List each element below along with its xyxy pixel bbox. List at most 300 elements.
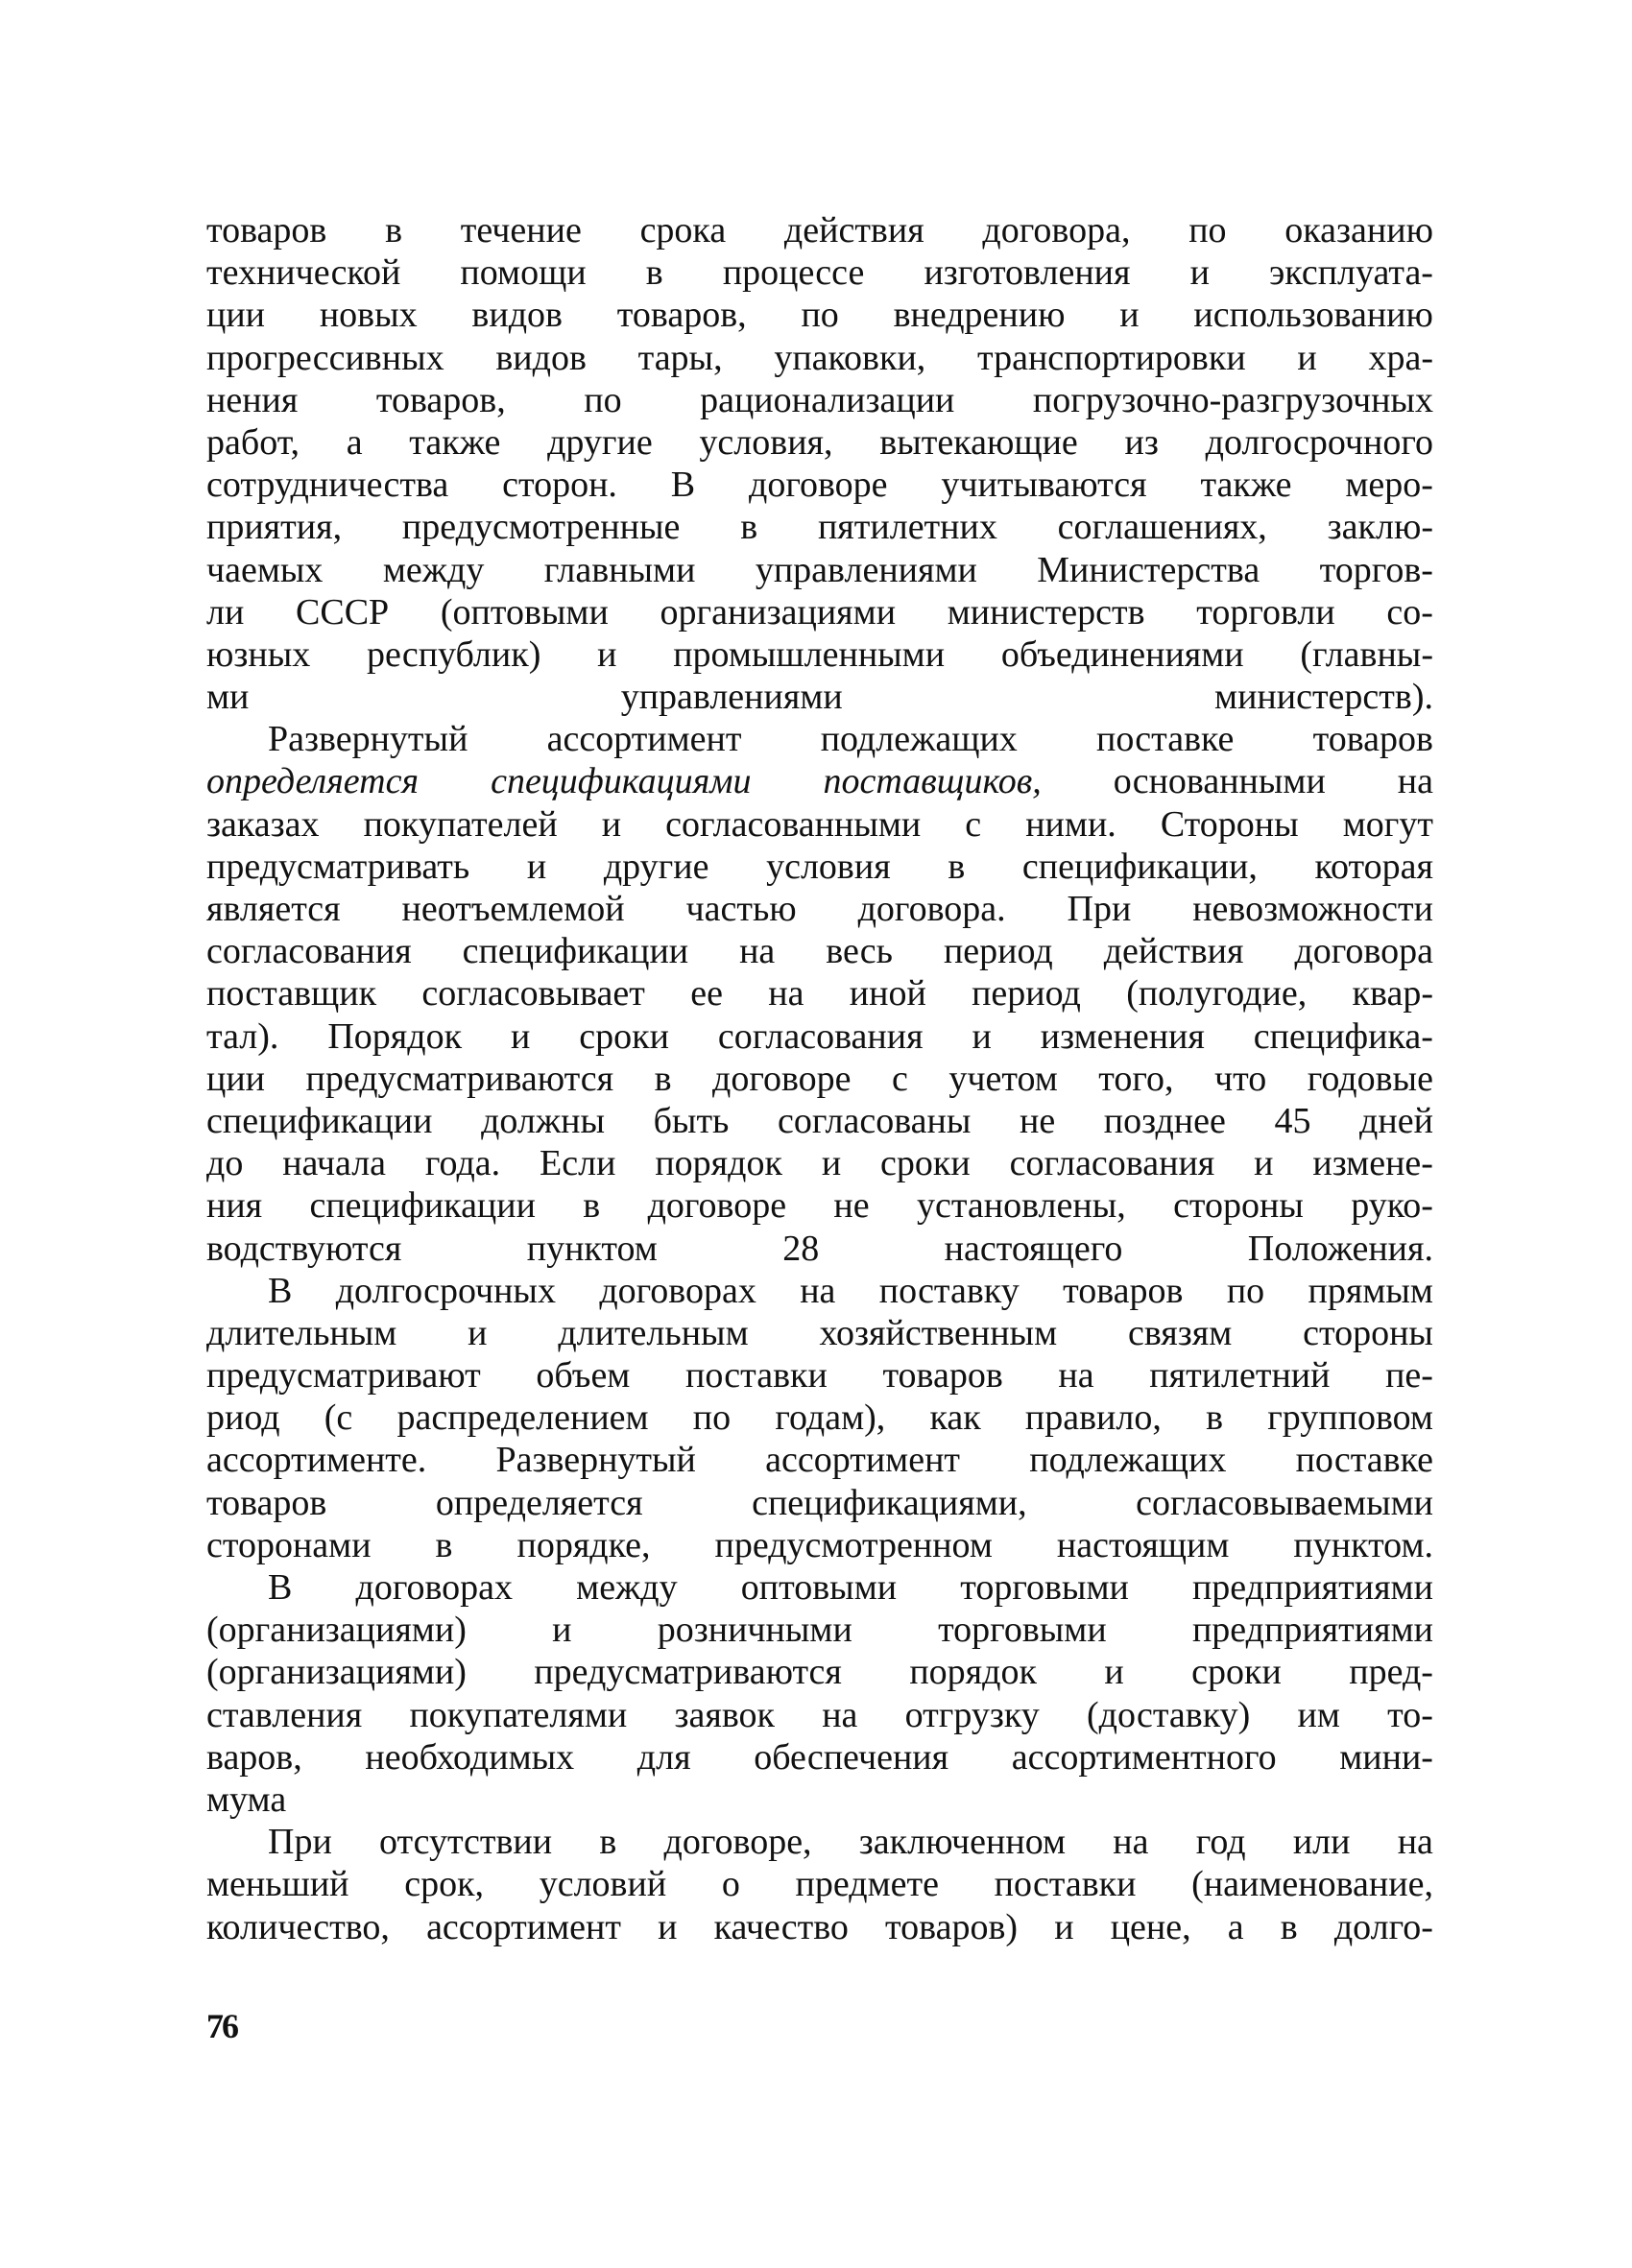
- word: республик): [367, 633, 541, 675]
- word: товаров: [882, 1355, 1003, 1397]
- text-line: [206, 1651, 1433, 1693]
- word: порядок: [909, 1652, 1037, 1693]
- word: согласовываемыми: [1136, 1482, 1433, 1523]
- word: согласовывает: [421, 973, 645, 1015]
- word: вытекающие: [879, 421, 1078, 463]
- word: неотъемлемой: [401, 889, 625, 929]
- word: в: [1206, 1397, 1224, 1439]
- word: и: [468, 1312, 488, 1353]
- word: согласования: [717, 1015, 924, 1057]
- word: между: [382, 549, 485, 590]
- word: качество: [713, 1906, 849, 1947]
- word: не: [1019, 1100, 1056, 1141]
- word: обеспечения: [754, 1736, 949, 1778]
- word: поставщик: [206, 973, 377, 1015]
- word: из: [1124, 421, 1159, 463]
- word: и: [552, 1610, 572, 1651]
- word: предусмотренные: [401, 507, 681, 548]
- word: сроки: [1191, 1652, 1282, 1693]
- word: Развернутый: [268, 719, 468, 760]
- paragraph-4: [206, 1566, 1433, 1821]
- word: в: [599, 1822, 617, 1863]
- word: с: [892, 1058, 908, 1099]
- word: что: [1214, 1058, 1267, 1099]
- word: ния: [206, 1185, 263, 1227]
- word: договоре: [712, 1058, 852, 1099]
- word: ли: [206, 591, 245, 633]
- word: оказанию: [1284, 210, 1433, 251]
- word: подлежащих: [1029, 1440, 1227, 1481]
- word: (организациями): [206, 1610, 467, 1651]
- word: товаров,: [375, 379, 506, 420]
- word: им: [1297, 1694, 1340, 1735]
- word: покупателей: [363, 803, 558, 845]
- word: на: [739, 931, 776, 972]
- word: основанными: [1113, 761, 1326, 802]
- word: учетом: [948, 1058, 1058, 1099]
- word: согласованными: [665, 803, 922, 845]
- text-line: [206, 464, 1433, 506]
- word: стороны: [1303, 1312, 1433, 1353]
- word: на: [822, 1694, 858, 1735]
- word: условия: [766, 846, 891, 887]
- word: и: [1119, 295, 1140, 336]
- word: ассортимент: [426, 1906, 621, 1947]
- word: того,: [1098, 1058, 1174, 1099]
- word: Если: [540, 1143, 616, 1184]
- text-line: [206, 337, 1433, 379]
- text-line-italic-lead: [206, 760, 1433, 802]
- text-line: [206, 1863, 1433, 1905]
- word: товаров): [885, 1906, 1019, 1947]
- text-line: [206, 1609, 1433, 1651]
- word: количество,: [206, 1906, 390, 1947]
- text-line: [206, 930, 1433, 972]
- word: прямым: [1308, 1270, 1433, 1311]
- word: договора,: [982, 210, 1131, 251]
- text-line: сторонами в порядке, предусмотренном настоящим пунктом.: [206, 1524, 1433, 1565]
- word: действия: [783, 210, 924, 251]
- word: и: [510, 1015, 531, 1057]
- text-line: [206, 294, 1433, 336]
- text-line: [206, 591, 1433, 633]
- word: долгосрочных: [335, 1270, 556, 1311]
- word: период: [972, 973, 1081, 1015]
- text-line: [206, 972, 1433, 1015]
- word: действия: [1103, 931, 1244, 972]
- word: Порядок: [327, 1015, 463, 1057]
- text-line: [206, 1694, 1433, 1736]
- word: в: [654, 1058, 672, 1099]
- word: нения: [206, 379, 299, 420]
- word: (с: [324, 1397, 353, 1439]
- word: то-: [1387, 1694, 1433, 1735]
- word: иной: [849, 973, 926, 1015]
- word: предусматриваются: [305, 1058, 614, 1099]
- word: на: [1397, 761, 1433, 802]
- word: и: [1054, 1906, 1074, 1947]
- word: должны: [481, 1100, 605, 1141]
- word: ции: [206, 1058, 266, 1099]
- word: в: [740, 507, 758, 548]
- word: ассортимент: [546, 719, 742, 760]
- text-line: [206, 1482, 1433, 1524]
- word: спецификациями,: [752, 1482, 1027, 1523]
- text-line: [206, 549, 1433, 591]
- word: на: [768, 973, 804, 1015]
- word: годовые: [1307, 1058, 1433, 1099]
- word: годам),: [775, 1397, 886, 1439]
- word: ними.: [1025, 803, 1116, 845]
- word: новых: [319, 295, 418, 336]
- word: поставку: [878, 1270, 1020, 1311]
- word: и: [1189, 252, 1210, 294]
- word: не: [833, 1185, 870, 1227]
- word: меро-: [1345, 465, 1433, 506]
- word: юзных: [206, 633, 311, 675]
- text-line: [206, 1142, 1433, 1184]
- word: другие: [603, 846, 709, 887]
- word: договорах: [599, 1270, 756, 1311]
- text-line: ми управлениями министерств).: [206, 677, 1433, 718]
- word: по: [1226, 1270, 1265, 1311]
- text-line: [206, 1397, 1433, 1439]
- word: чаемых: [206, 549, 324, 590]
- word: помощи: [460, 252, 587, 294]
- word: розничными: [657, 1610, 852, 1651]
- word: (организациями): [206, 1652, 467, 1693]
- word: период: [943, 931, 1053, 972]
- word: использованию: [1193, 295, 1433, 336]
- word: стороны: [1173, 1185, 1304, 1227]
- word: долгосрочного: [1205, 421, 1433, 463]
- word: договоре,: [663, 1822, 812, 1863]
- word: течение: [460, 210, 582, 251]
- word: видов: [471, 295, 563, 336]
- word: правило,: [1024, 1397, 1162, 1439]
- word: спецификации,: [1021, 846, 1258, 887]
- word: на: [1113, 1822, 1149, 1863]
- word: 45: [1274, 1100, 1311, 1141]
- word: также: [1200, 465, 1292, 506]
- word: между: [576, 1567, 678, 1608]
- word: условий: [539, 1864, 667, 1905]
- word: ее: [690, 973, 723, 1015]
- word: о: [721, 1864, 740, 1905]
- word: хра-: [1368, 337, 1433, 378]
- word: пятилетний: [1149, 1355, 1331, 1397]
- text-line: [206, 1270, 1433, 1312]
- text-line: [206, 209, 1433, 251]
- text-line: [206, 888, 1433, 930]
- word: по: [692, 1397, 732, 1439]
- word: главными: [543, 549, 696, 590]
- word: изменения: [1040, 1015, 1205, 1057]
- word: частью: [685, 889, 797, 929]
- word: тал).: [206, 1015, 279, 1057]
- word: покупателями: [409, 1694, 628, 1735]
- word: на: [1058, 1355, 1094, 1397]
- word: В: [268, 1567, 293, 1608]
- word: меньший: [206, 1864, 349, 1905]
- word: Стороны: [1160, 803, 1299, 845]
- word: торговыми: [960, 1567, 1129, 1608]
- word: в: [583, 1185, 601, 1227]
- paragraph-5: [206, 1821, 1433, 1948]
- word: руко-: [1351, 1185, 1433, 1227]
- word: спецификации: [309, 1185, 536, 1227]
- word: по: [801, 295, 839, 336]
- text-line: [206, 1015, 1433, 1058]
- word: сроки: [880, 1143, 971, 1184]
- word: пятилетних: [817, 507, 997, 548]
- word: по: [584, 379, 622, 420]
- word: учитываются: [941, 465, 1147, 506]
- word: В: [268, 1270, 293, 1311]
- word: товаров,: [616, 295, 747, 336]
- word: ставления: [206, 1694, 363, 1735]
- word: предусматривать: [206, 846, 470, 887]
- word: долго-: [1333, 1906, 1433, 1947]
- word: внедрению: [893, 295, 1066, 336]
- word: рационализации: [700, 379, 955, 420]
- word: спецификации: [206, 1100, 433, 1141]
- word: измене-: [1312, 1143, 1433, 1184]
- word: в: [385, 210, 403, 251]
- word: сторон.: [502, 465, 617, 506]
- word: погрузочно-разгрузочных: [1032, 379, 1433, 420]
- word: процессе: [722, 252, 865, 294]
- word: квар-: [1352, 973, 1433, 1015]
- word: подлежащих: [820, 719, 1018, 760]
- word: предусматриваются: [534, 1652, 842, 1693]
- word: или: [1292, 1822, 1351, 1863]
- text-line: водствуются пунктом 28 настоящего Положения.: [206, 1228, 1433, 1269]
- word: риод: [206, 1397, 280, 1439]
- word: для: [636, 1736, 691, 1778]
- word: и: [526, 846, 547, 887]
- word: срока: [639, 210, 727, 251]
- word: договорах: [355, 1567, 514, 1608]
- text-line: [206, 1906, 1433, 1948]
- word: соглашениях,: [1057, 507, 1267, 548]
- word: поставки: [684, 1355, 828, 1397]
- word: невозможности: [1192, 889, 1433, 929]
- word: также: [409, 421, 501, 463]
- word: пе-: [1385, 1355, 1433, 1397]
- word: является: [206, 889, 341, 929]
- word: пред-: [1349, 1652, 1433, 1693]
- word: согласования: [1009, 1143, 1215, 1184]
- word: поставке: [1096, 719, 1235, 760]
- word: прогрессивных: [206, 337, 444, 378]
- word: договора: [1294, 931, 1433, 972]
- italic-word: поставщиков,: [823, 761, 1042, 802]
- word: а: [1227, 1906, 1244, 1947]
- word: товаров: [206, 210, 327, 251]
- word: Министерства: [1037, 549, 1260, 590]
- text-line: [206, 718, 1433, 760]
- word: год: [1195, 1822, 1246, 1863]
- word: промышленными: [673, 633, 946, 675]
- word: цене,: [1110, 1906, 1191, 1947]
- text-line: [206, 1058, 1433, 1100]
- word: работ,: [206, 421, 300, 463]
- text-line: [206, 1566, 1433, 1609]
- word: заклю-: [1327, 507, 1433, 548]
- word: и: [972, 1015, 992, 1057]
- word: позднее: [1103, 1100, 1226, 1141]
- text-line: [206, 846, 1433, 888]
- page-number: 76: [206, 2007, 237, 2045]
- word: предмете: [795, 1864, 939, 1905]
- word: в: [1280, 1906, 1298, 1947]
- word: изготовления: [924, 252, 1131, 294]
- word: оптовыми: [740, 1567, 898, 1608]
- word: согласования: [206, 931, 412, 972]
- text-line: [206, 379, 1433, 421]
- word: определяется: [435, 1482, 643, 1523]
- word: со-: [1386, 591, 1433, 633]
- word: (полугодие,: [1126, 973, 1308, 1015]
- word: спецификации: [462, 931, 689, 972]
- text-line: [206, 633, 1433, 676]
- word: дней: [1359, 1100, 1433, 1141]
- word: а: [346, 421, 363, 463]
- word: (главны-: [1300, 633, 1433, 675]
- word: и: [597, 633, 617, 675]
- word: эксплуата-: [1269, 252, 1433, 294]
- word: СССР: [296, 591, 390, 633]
- word: могут: [1342, 803, 1433, 845]
- word: договора.: [857, 889, 1006, 929]
- word: (доставку): [1087, 1694, 1251, 1735]
- word: ции: [206, 295, 266, 336]
- word: и: [1104, 1652, 1124, 1693]
- text-line: [206, 506, 1433, 548]
- text-line: [206, 1312, 1433, 1354]
- word: и: [1254, 1143, 1274, 1184]
- word: товаров: [206, 1482, 327, 1523]
- word: товаров: [1312, 719, 1433, 760]
- word: сроки: [579, 1015, 669, 1057]
- word: поставке: [1295, 1440, 1433, 1481]
- word: предприятиями: [1191, 1567, 1433, 1608]
- word: на: [1397, 1822, 1433, 1863]
- italic-word: определяется: [206, 761, 420, 802]
- word: технической: [206, 252, 401, 294]
- word: видов: [495, 337, 587, 378]
- text-line: [206, 1821, 1433, 1863]
- word: заказах: [206, 803, 320, 845]
- text-line: [206, 421, 1433, 464]
- text-line: [206, 1100, 1433, 1142]
- word: длительным: [558, 1312, 749, 1353]
- word: установлены,: [916, 1185, 1126, 1227]
- word: и: [601, 803, 622, 845]
- word: начала: [282, 1143, 387, 1184]
- word: поставки: [994, 1864, 1137, 1905]
- word: ассортиментного: [1011, 1736, 1277, 1778]
- word: которая: [1314, 846, 1433, 887]
- word: При: [268, 1822, 332, 1863]
- word: товаров: [1063, 1270, 1184, 1311]
- word: транспортировки: [977, 337, 1246, 378]
- text-line: [206, 1354, 1433, 1397]
- word: хозяйственным: [819, 1312, 1058, 1353]
- word: (наименование,: [1191, 1864, 1433, 1905]
- word: Развернутый: [495, 1440, 696, 1481]
- word: до: [206, 1143, 244, 1184]
- word: связям: [1127, 1312, 1233, 1353]
- word: с: [965, 803, 982, 845]
- word: заключенном: [858, 1822, 1067, 1863]
- word: упаковки,: [774, 337, 926, 378]
- word: При: [1067, 889, 1132, 929]
- word: года.: [424, 1143, 501, 1184]
- word: длительным: [206, 1312, 397, 1353]
- word: специфика-: [1253, 1015, 1433, 1057]
- text-line: [206, 1736, 1433, 1779]
- paragraph-3: [206, 1270, 1433, 1566]
- document-body: [206, 209, 1433, 1948]
- word: заявок: [674, 1694, 775, 1735]
- word: групповом: [1267, 1397, 1433, 1439]
- word: торговыми: [938, 1610, 1107, 1651]
- text-line: [206, 1184, 1433, 1227]
- word: согласованы: [777, 1100, 972, 1141]
- paragraph-1: [206, 209, 1433, 718]
- word: и: [658, 1906, 678, 1947]
- word: предусматривают: [206, 1355, 481, 1397]
- word: (оптовыми: [440, 591, 609, 633]
- italic-word: спецификациями: [491, 761, 752, 802]
- word: в: [948, 846, 966, 887]
- word: управлениями: [755, 549, 977, 590]
- word: другие: [547, 421, 653, 463]
- text-line: [206, 803, 1433, 846]
- word: порядок: [655, 1143, 782, 1184]
- word: организациями: [660, 591, 897, 633]
- word: объем: [536, 1355, 631, 1397]
- word: как: [929, 1397, 981, 1439]
- word: варов,: [206, 1736, 302, 1778]
- word: министерств: [947, 591, 1145, 633]
- word: договоре: [749, 465, 888, 506]
- word: приятия,: [206, 507, 343, 548]
- word: срок,: [404, 1864, 485, 1905]
- word: объединениями: [1000, 633, 1244, 675]
- text-line: мума: [206, 1779, 287, 1820]
- word: сотрудничества: [206, 465, 449, 506]
- word: В: [670, 465, 696, 506]
- word: и: [1297, 337, 1317, 378]
- word: распределением: [396, 1397, 649, 1439]
- word: торговли: [1196, 591, 1335, 633]
- paragraph-2: [206, 718, 1433, 1269]
- word: необходимых: [365, 1736, 575, 1778]
- word: быть: [653, 1100, 730, 1141]
- word: договоре: [647, 1185, 787, 1227]
- word: отсутствии: [379, 1822, 553, 1863]
- word: и: [821, 1143, 842, 1184]
- word: условия,: [699, 421, 833, 463]
- text-line: [206, 251, 1433, 294]
- text-line: [206, 1439, 1433, 1481]
- word: предприятиями: [1191, 1610, 1433, 1651]
- word: на: [800, 1270, 836, 1311]
- word: отгрузку: [904, 1694, 1040, 1735]
